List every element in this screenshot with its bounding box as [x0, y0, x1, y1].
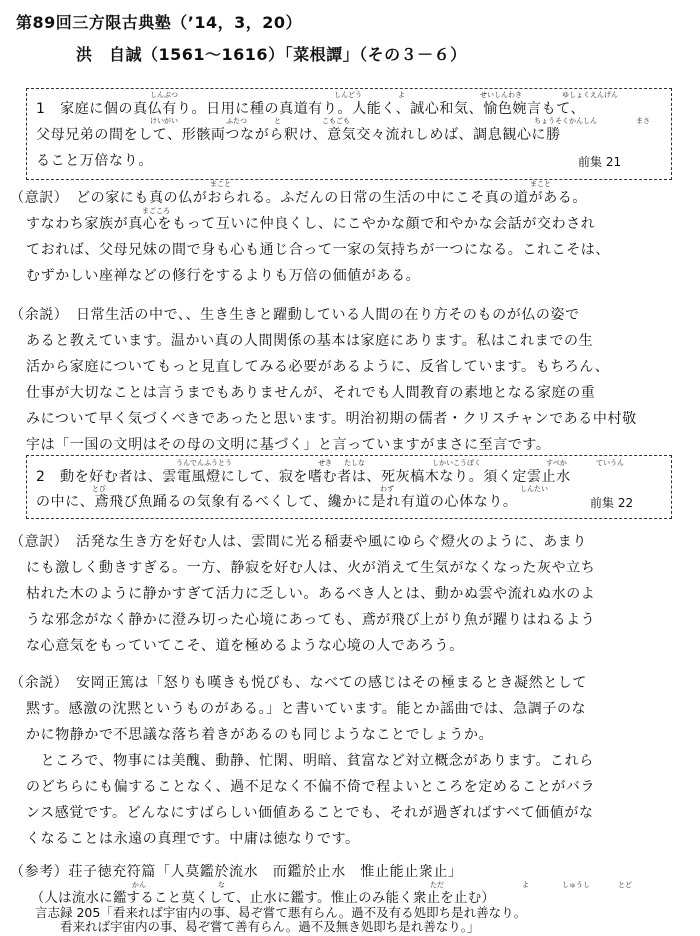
translation-line: （意訳） どの家にも真の仏がおられる。ふだんの日常の生活の中にこそ真の道がある。 — [10, 190, 587, 206]
ruby: ふたつ — [226, 117, 247, 125]
ruby: たしな — [344, 459, 365, 467]
ruby: かん — [132, 881, 146, 889]
quote-line: 父母兄弟の間をして、形骸両つながら釈け、意気交々流れしめば、調息観心に勝 — [36, 127, 561, 143]
ruby: こもごも — [322, 117, 350, 125]
translation-line: うな邪念がなく静かに澄み切った心境にあっても、鳶が飛び上がり魚が躍りはねるよう — [26, 612, 596, 628]
ruby: しゅうし — [562, 881, 590, 889]
document-subtitle: 洪 自誠（1561～1616）「菜根譚」（その３－６） — [76, 45, 467, 64]
ruby: とど — [618, 881, 632, 889]
ruby: ちょうそくかんしん — [534, 117, 597, 125]
quote-line: ること万倍なり。 — [36, 153, 153, 169]
translation-line: むずかしい座禅などの修行をするよりも万倍の価値がある。 — [26, 268, 421, 284]
ruby: まこと — [530, 180, 551, 188]
translation-line: にも激しく動きすぎる。一方、静寂を好む人は、火が消えて生気がなくなった灰や立ち — [26, 560, 596, 576]
ruby: まこと — [210, 180, 231, 188]
ruby: とび — [92, 485, 106, 493]
translation-line: ておれば、父母兄妹の間で身も心も通じ合って一家の気持ちが一つになる。これこそは、 — [26, 242, 610, 258]
commentary-line: 活から家庭についてもっと見直してみる必要があるように、反省しています。もちろん、 — [26, 359, 610, 375]
ruby: うんでんふうとう — [176, 459, 232, 467]
ruby: と — [274, 117, 281, 125]
commentary-line: （余説） 安岡正篤は「怒りも嘆きも悦びも、なべての感じはその極まるとき凝然として — [10, 675, 587, 691]
ruby: すべか — [546, 459, 567, 467]
quote-line: の中に、鳶飛び魚踊るの気象有るべくして、纔かに是れ有道の心体なり。 — [36, 494, 518, 510]
ruby: しかいこうぼく — [432, 459, 481, 467]
reference-line: 言志録 205「看来れば宇宙内の事、曷ぞ嘗て悪有らん。過不及有る処即ち是れ善なり。 — [10, 905, 527, 920]
translation-line: 枯れた木のように静かすぎて活力に乏しい。あるべき人とは、動かぬ雲や流れぬ水のよ — [26, 586, 596, 602]
ruby: よ — [398, 91, 405, 99]
ruby: せいしんわき — [480, 91, 522, 99]
source-reference: 前集 22 — [590, 496, 634, 510]
ruby: まさ — [636, 117, 650, 125]
ruby: まごころ — [142, 207, 170, 215]
commentary-line: くなることは永遠の真理です。中庸は徳なりです。 — [26, 831, 360, 847]
commentary-line: のどちらにも偏することなく、過不足なく不偏不倚で程よいところを定めることがバラ — [26, 779, 596, 795]
translation-line: な心意気をもっていてこそ、道を極めるような心境の人であろう。 — [26, 638, 464, 654]
ruby: わず — [380, 485, 394, 493]
translation-line: すなわち家族が真心をもって互いに仲良くし、にこやかな顔で和やかな会話が交わされ — [26, 216, 596, 232]
commentary-line: 宇は「一国の文明はその母の文明に基づく」と言っていますがまさに至言です。 — [26, 437, 551, 453]
quote-line: 1 家庭に個の真仏有り。日用に種の真道有り。人能く、誠心和気、愉色婉言もて、 — [36, 101, 586, 117]
commentary-line: 仕事が大切なことは言うまでもありませんが、それでも人間教育の素地となる家庭の重 — [26, 385, 596, 401]
ruby: せき — [318, 459, 332, 467]
document-title: 第89回三方限古典塾（’14，3，20） — [16, 13, 303, 32]
reference-line: 看来れば宇宙内の事、曷ぞ嘗て善有らん。過不及無き処即ち是れ善なり。」 — [10, 919, 480, 934]
ruby: ただ — [430, 881, 444, 889]
quote-line: 2 動を好む者は、雲電風燈にして、寂を嗜む者は、死灰槁木なり。須く定雲止水 — [36, 469, 571, 485]
reference-line: （参考）荘子徳充符篇「人莫鑑於流水 而鑑於止水 惟止能止衆止」 — [10, 864, 463, 880]
source-reference: 前集 21 — [578, 155, 622, 169]
reference-line: （人は流水に鑑すること莫くして、止水に鑑す。惟止のみ能く衆止を止む） — [10, 890, 496, 906]
ruby: しんぶつ — [150, 91, 178, 99]
commentary-line: ところで、物事には美醜、動静、忙閑、明暗、貧富など対立概念があります。これら — [26, 753, 594, 769]
ruby: しんどう — [334, 91, 362, 99]
translation-line: （意訳） 活発な生き方を好む人は、雲間に光る稲妻や風にゆらぐ燈火のように、あまり — [10, 534, 587, 550]
ruby: ていうん — [596, 459, 624, 467]
commentary-line: かに物静かで不思議な落ち着きがあるのも同じようなことでしょうか。 — [26, 727, 494, 743]
ruby: しんたい — [520, 485, 548, 493]
commentary-line: あると教えています。温かい真の人間関係の基本は家庭にあります。私はこれまでの生 — [26, 333, 594, 349]
ruby: よ — [522, 881, 529, 889]
ruby: ゆしょくえんげん — [562, 91, 618, 99]
ruby: な — [218, 881, 225, 889]
commentary-line: 黙す。感激の沈黙というものがある。」と書いています。能とか謡曲では、急調子のな — [26, 701, 587, 717]
commentary-line: ンス感覚です。どんなにすばらしい価値あることでも、それが過ぎればすべて価値がな — [26, 805, 594, 821]
commentary-line: みについて早く気づくべきであったと思います。明治初期の儒者・クリスチャンである中村敬 — [26, 411, 637, 427]
commentary-line: （余説） 日常生活の中で、、生き生きと躍動している人間の在り方そのものが仏の姿で — [10, 307, 580, 323]
ruby: けいがい — [150, 117, 178, 125]
